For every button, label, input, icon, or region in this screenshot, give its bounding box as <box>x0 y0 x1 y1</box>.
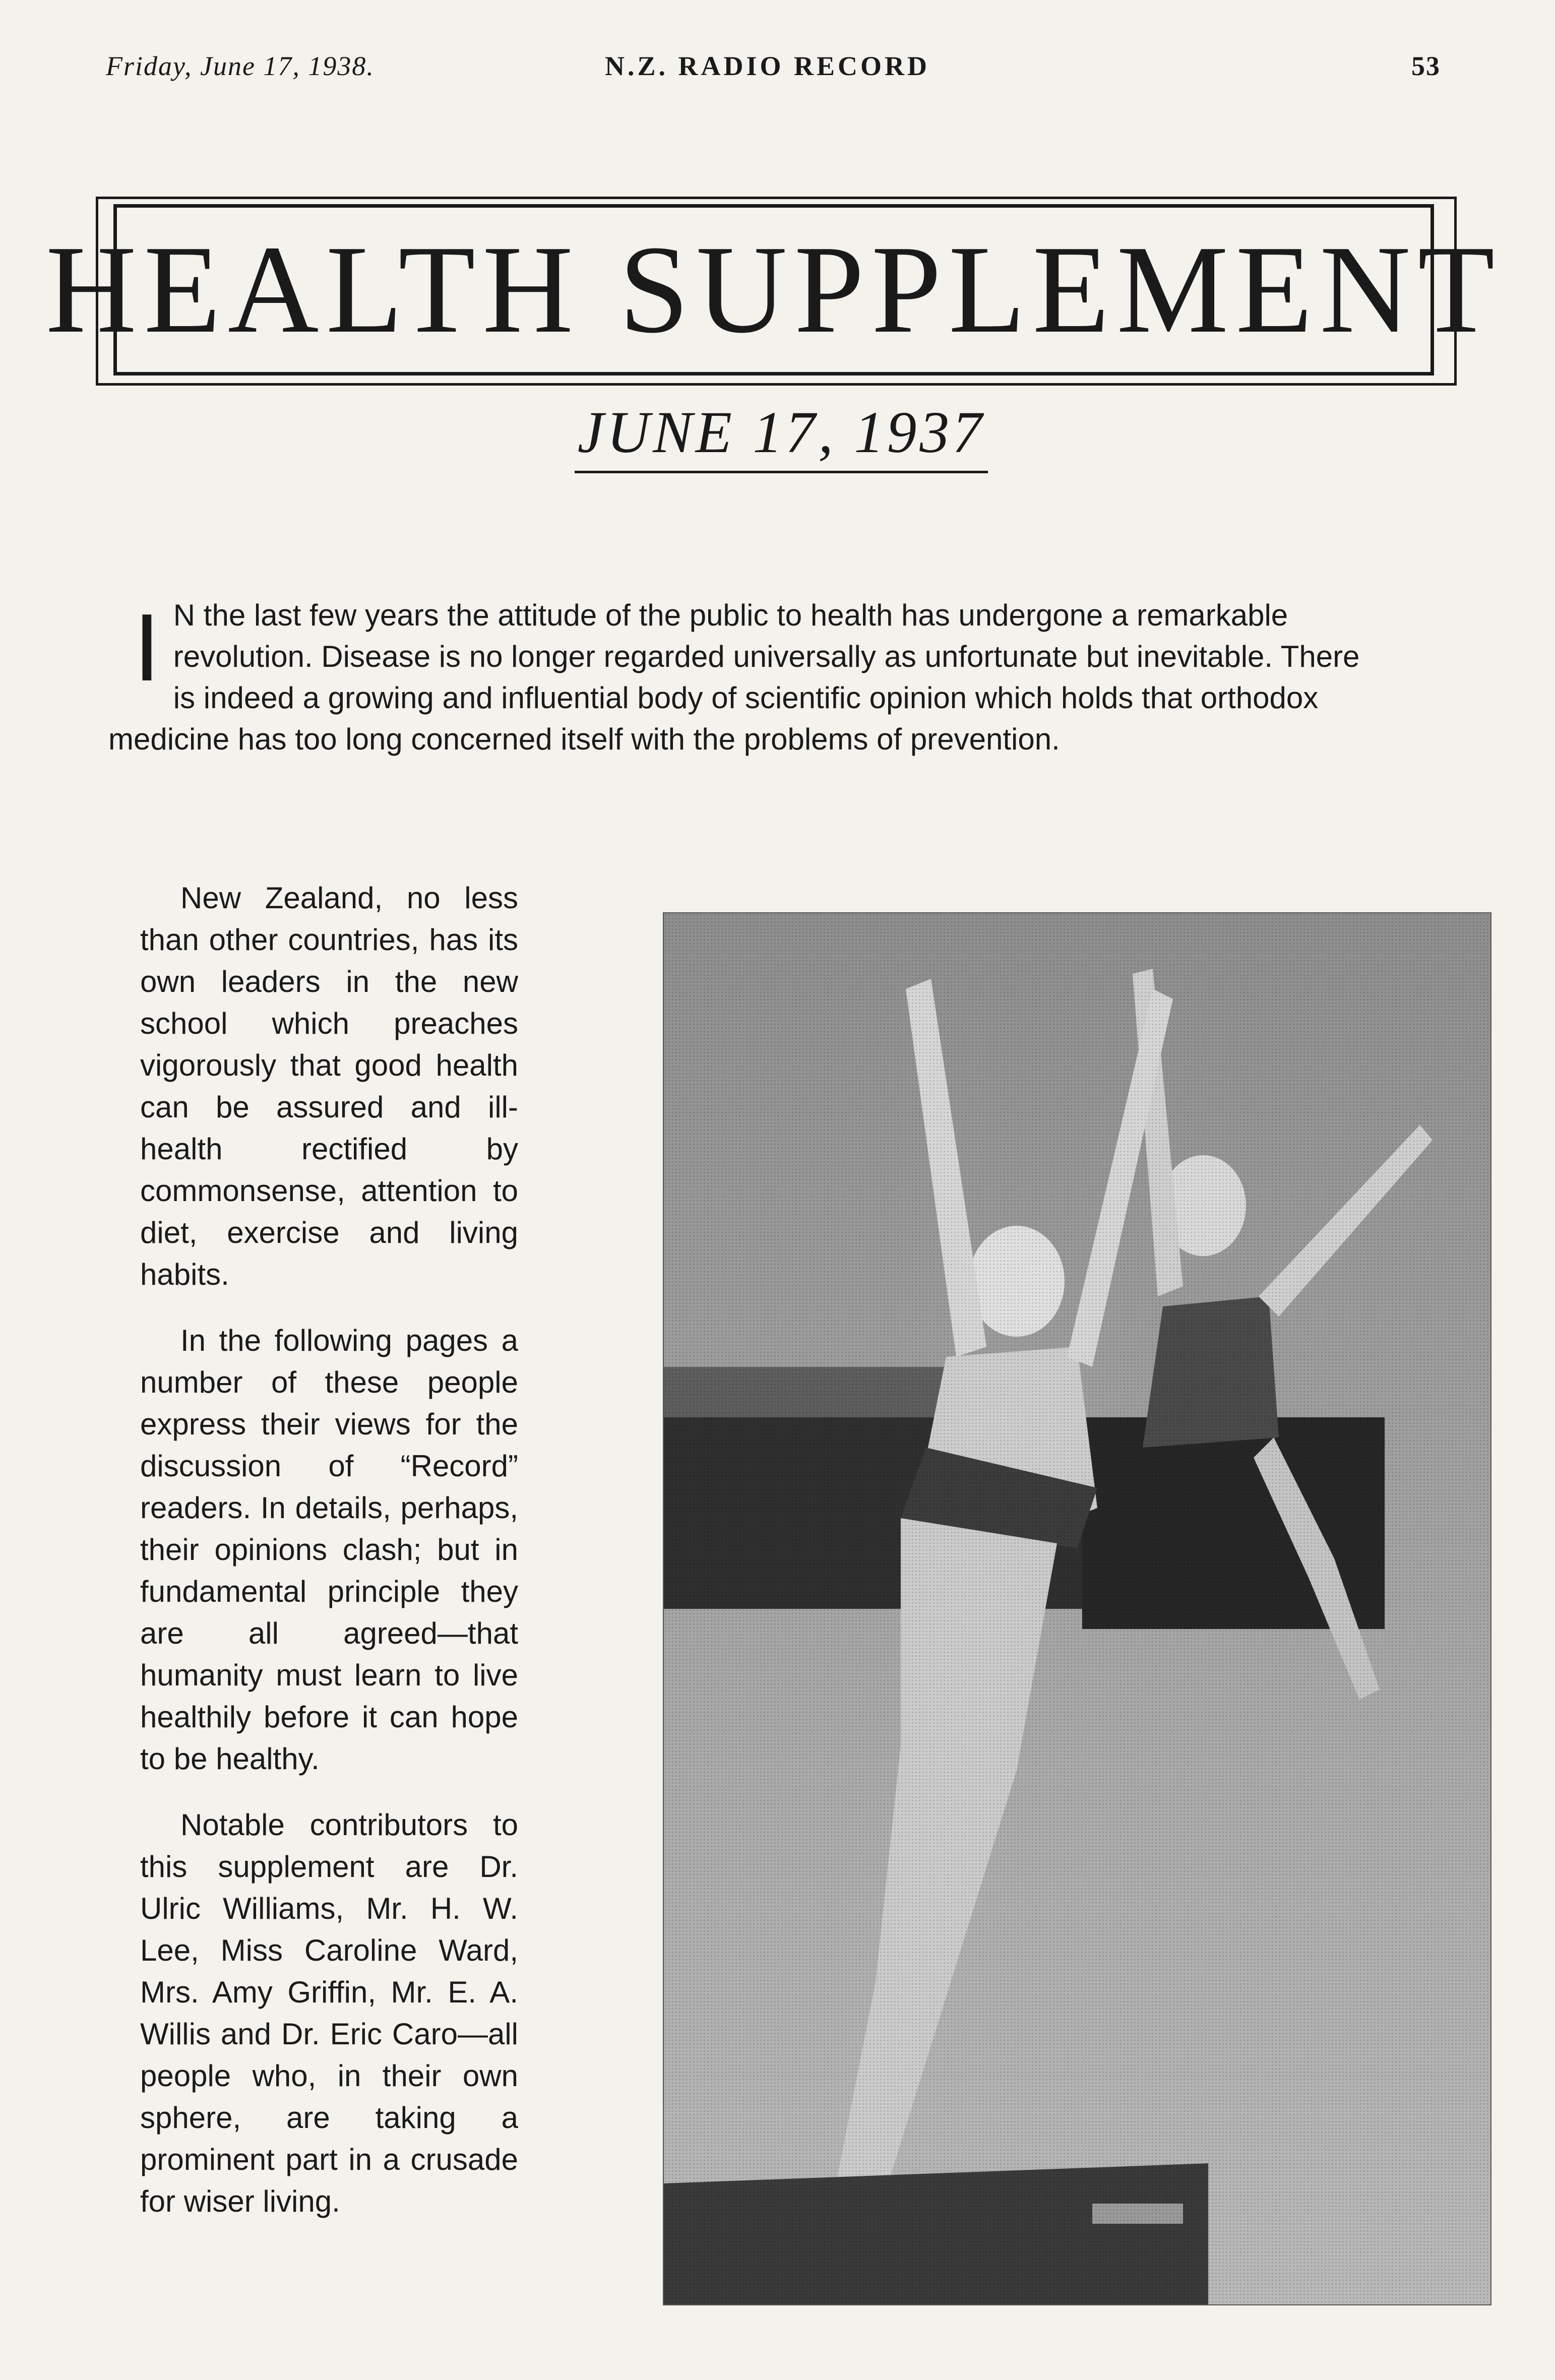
supplement-dateline: JUNE 17, 1937 <box>575 398 988 473</box>
column-paragraph: New Zealand, no less than other countries, has its own leaders in the new school which preaches vigorously that good health can be assured and ill-health rectified by commonsense, attention to diet, exercise and living habits. <box>140 881 518 1291</box>
swimmers-photo <box>663 912 1491 2305</box>
halftone-grain <box>664 913 1490 2304</box>
issue-date: Friday, June 17, 1938. <box>106 51 375 81</box>
drop-cap: I <box>134 594 160 701</box>
masthead-top-rule <box>96 197 1457 199</box>
column-paragraph: In the following pages a number of these people express their views for the discussion of “Record” readers. In details, perhaps, their opinions clash; but in fundamental principle they are all agreed—that humanity must learn to live healthily before it can hope to be healthy. <box>140 1324 518 1776</box>
article-column <box>140 877 518 2246</box>
intro-paragraph <box>108 595 1389 760</box>
intro-text: N the last few years the attitude of the public to health has undergone a remarkable revolution. Disease is no longer regarded universally as unfortunate but inevitable. There is indeed a growing and influential body of scientific opinion which holds that orthodox medicine has too long concerned itself with the problems of prevention. <box>108 598 1360 756</box>
page-number: 53 <box>1411 51 1441 81</box>
column-paragraph: Notable contributors to this supplement are Dr. Ulric Williams, Mr. H. W. Lee, Miss Caroline Ward, Mrs. Amy Griffin, Mr. E. A. Willis and Dr. Eric Caro—all people who, in their own sphere, are taking a prominent part in a crusade for wiser living. <box>140 1808 518 2218</box>
masthead-box <box>45 204 1502 375</box>
masthead-bottom-rule <box>96 383 1457 386</box>
supplement-title: HEALTH SUPPLEMENT <box>45 220 1502 359</box>
publication-name: N.Z. RADIO RECORD <box>605 51 930 81</box>
